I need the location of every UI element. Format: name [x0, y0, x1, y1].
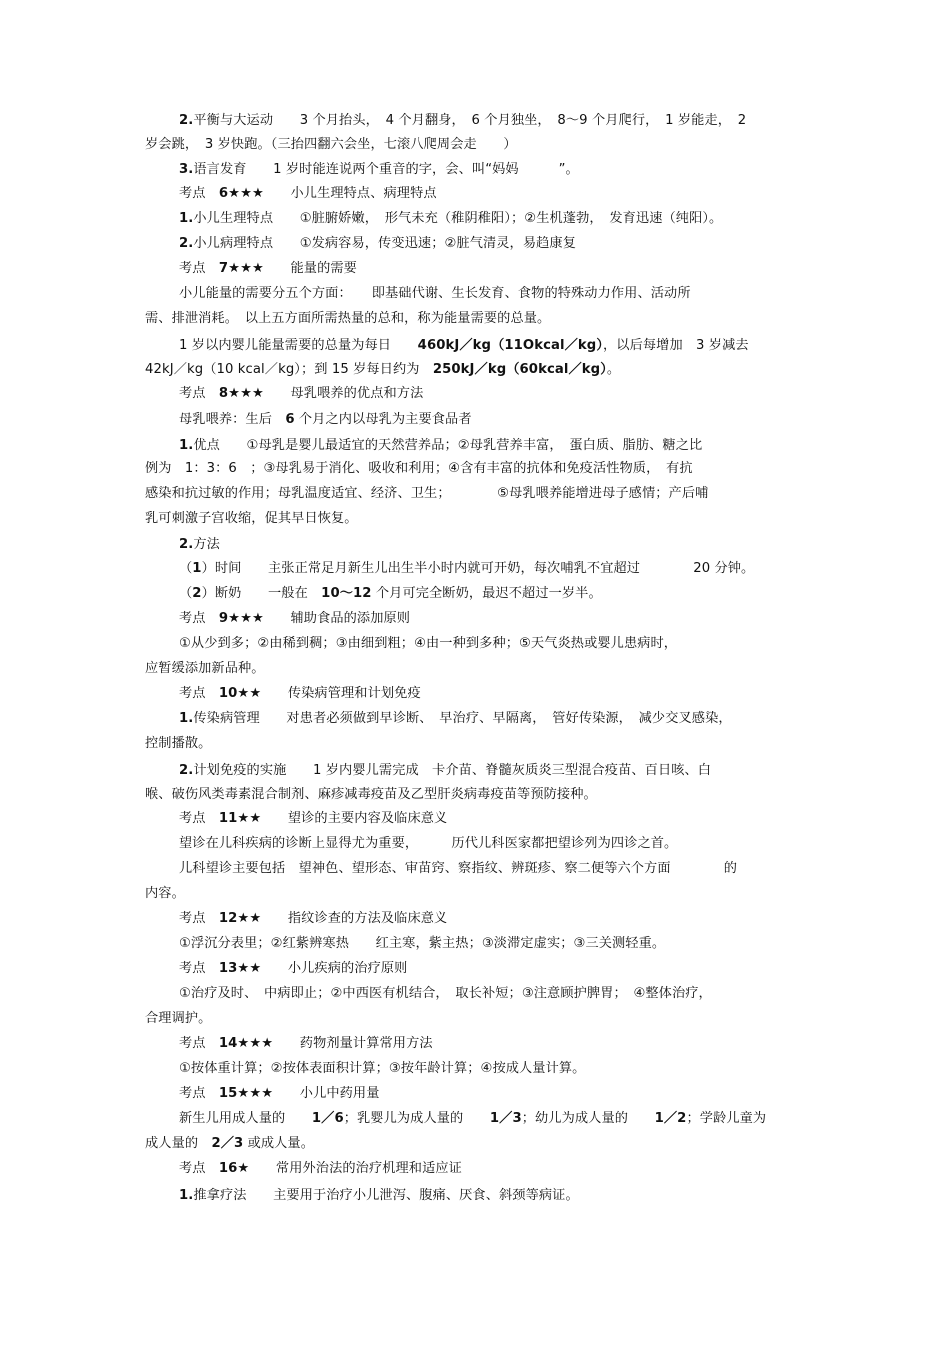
- text-run: 考点: [179, 1161, 219, 1176]
- text-run: （: [179, 561, 193, 576]
- text-line: [145, 1010, 211, 1028]
- text-run: 考点: [179, 686, 219, 701]
- bold-text-run: 2.: [179, 537, 194, 552]
- text-run: 母乳喂养的优点和方法: [263, 386, 424, 401]
- text-line: [145, 1135, 314, 1153]
- bold-text-run: 2: [192, 586, 202, 601]
- text-line: [179, 635, 677, 653]
- text-run: ；幼儿为成人量的: [521, 1111, 655, 1126]
- text-line: [145, 786, 597, 804]
- bold-text-run: 2.: [179, 113, 194, 128]
- text-line: [179, 185, 437, 203]
- bold-text-run: 250kJ／kg（60kcal／kg）: [432, 362, 607, 377]
- text-line: [179, 337, 749, 355]
- text-run: （: [179, 586, 193, 601]
- text-line: [179, 762, 711, 780]
- text-run: 常用外治法的治疗机理和适应证: [249, 1161, 462, 1176]
- text-run: 新生儿用成人量的: [179, 1111, 312, 1126]
- text-line: [179, 860, 737, 878]
- text-line: [179, 1060, 585, 1078]
- bold-text-run: 15★★★: [218, 1086, 274, 1101]
- text-run: 考点: [179, 386, 219, 401]
- text-run: 考点: [179, 611, 219, 626]
- text-run: 。: [606, 362, 621, 377]
- text-line: [179, 810, 447, 828]
- text-run: 个月可完全断奶，最迟不超过一岁半。: [371, 586, 602, 601]
- bold-text-run: 1／2: [654, 1111, 687, 1126]
- text-line: [179, 1160, 462, 1178]
- text-run: 小儿生理特点 ①脏腑娇嫩， 形气未充（稚阴稚阳）；②生机蓬勃， 发育迅速（纯阳）。: [193, 211, 723, 226]
- text-run: 望诊在儿科疾病的诊断上显得尤为重要， 历代儿科医家都把望诊列为四诊之首。: [179, 836, 678, 851]
- bold-text-run: 6★★★: [218, 186, 264, 201]
- text-run: 乳可刺激子宫收缩，促其早日恢复。: [145, 511, 358, 526]
- text-line: [179, 560, 754, 578]
- text-line: [145, 136, 517, 154]
- text-line: [179, 161, 579, 179]
- text-line: [179, 610, 410, 628]
- bold-text-run: 13★★: [218, 961, 262, 976]
- text-run: 考点: [179, 1086, 219, 1101]
- text-run: 感染和抗过敏的作用；母乳温度适宜、经济、卫生； ⑤母乳喂养能增进母子感情；产后哺: [145, 486, 709, 501]
- bold-text-run: 1.: [179, 711, 194, 726]
- text-run: 考点: [179, 961, 219, 976]
- text-run: ）时间 主张正常足月新生儿出生半小时内就可开奶，每次哺乳不宜超过 20 分钟。: [201, 561, 755, 576]
- text-run: 传染病管理和计划免疫: [261, 686, 421, 701]
- text-run: 小儿能量的需要分五个方面： 即基础代谢、生长发育、食物的特殊动力作用、活动所: [179, 286, 691, 301]
- text-line: [179, 935, 665, 953]
- text-run: 传染病管理 对患者必须做到早诊断、 早治疗、早隔离， 管好传染源， 减少交叉感染，: [193, 711, 732, 726]
- text-run: 内容。: [145, 886, 185, 901]
- text-line: [179, 710, 732, 728]
- text-line: [145, 361, 620, 379]
- text-line: [179, 411, 472, 429]
- bold-text-run: 7★★★: [218, 261, 264, 276]
- text-run: 岁会跳， 3 岁快跑。（三抬四翻六会坐，七滚八爬周会走 ）: [145, 137, 517, 152]
- text-line: [179, 1085, 380, 1103]
- text-run: 语言发育 1 岁时能连说两个重音的字，会、叫“妈妈 ”。: [193, 162, 579, 177]
- text-line: [179, 437, 702, 455]
- text-run: 小儿生理特点、病理特点: [263, 186, 437, 201]
- text-run: 应暂缓添加新品种。: [145, 661, 265, 676]
- bold-text-run: 2.: [179, 236, 194, 251]
- text-run: ①治疗及时、 中病即止；②中西医有机结合， 取长补短；③注意顾护脾胃； ④整体治疗，: [179, 986, 712, 1001]
- text-run: 考点: [179, 811, 219, 826]
- bold-text-run: 1.: [179, 1188, 194, 1203]
- bold-text-run: 1.: [179, 438, 194, 453]
- text-run: 优点 ①母乳是婴儿最适宜的天然营养品；②母乳营养丰富， 蛋白质、脂肪、糖之比: [193, 438, 703, 453]
- text-run: ；乳婴儿为成人量的: [343, 1111, 490, 1126]
- text-run: 或成人量。: [243, 1136, 315, 1151]
- text-line: [179, 835, 677, 853]
- text-run: 望诊的主要内容及临床意义: [261, 811, 448, 826]
- text-line: [179, 112, 746, 130]
- text-run: 能量的需要: [263, 261, 357, 276]
- text-line: [145, 885, 185, 903]
- text-line: [179, 1187, 579, 1205]
- text-line: [179, 285, 691, 303]
- bold-text-run: 1: [192, 561, 202, 576]
- text-run: 小儿疾病的治疗原则: [261, 961, 408, 976]
- bold-text-run: 10★★: [218, 686, 262, 701]
- text-line: [145, 660, 265, 678]
- bold-text-run: 3.: [179, 162, 194, 177]
- text-line: [145, 310, 550, 328]
- bold-text-run: 10～12: [321, 586, 372, 601]
- bold-text-run: 9★★★: [218, 611, 264, 626]
- text-line: [145, 460, 693, 478]
- text-line: [179, 910, 447, 928]
- text-run: 儿科望诊主要包括 望神色、望形态、审苗窍、察指纹、辨斑疹、察二便等六个方面 的: [179, 861, 738, 876]
- bold-text-run: 2／3: [211, 1136, 244, 1151]
- text-run: 平衡与大运动 3 个月抬头， 4 个月翻身， 6 个月独坐， 8～9 个月爬行， 1 岁能走， 2: [193, 113, 747, 128]
- bold-text-run: 1／3: [489, 1111, 522, 1126]
- text-run: 个月之内以母乳为主要食品者: [294, 412, 472, 427]
- bold-text-run: 14★★★: [218, 1036, 274, 1051]
- text-run: 指纹诊查的方法及临床意义: [261, 911, 448, 926]
- text-run: ①浮沉分表里；②红紫辨寒热 红主寒，紫主热；③淡滞定虚实；③三关测轻重。: [179, 936, 666, 951]
- text-run: 小儿病理特点 ①发病容易，传变迅速；②脏气清灵，易趋康复: [193, 236, 576, 251]
- text-run: 1 岁以内婴儿能量需要的总量为每日: [179, 338, 418, 353]
- text-run: ；学龄儿童为: [686, 1111, 767, 1126]
- text-run: 考点: [179, 261, 219, 276]
- bold-text-run: 460kJ／kg（11Okcal／kg）: [417, 338, 604, 353]
- text-line: [179, 685, 421, 703]
- text-line: [145, 485, 708, 503]
- text-line: [179, 210, 722, 228]
- text-run: 42kJ／kg（10 kcal／kg）；到 15 岁每日约为: [145, 362, 433, 377]
- text-line: [179, 585, 602, 603]
- text-line: [179, 385, 423, 403]
- text-line: [179, 260, 357, 278]
- text-run: 推拿疗法 主要用于治疗小儿泄泻、腹痛、厌食、斜颈等病证。: [193, 1188, 579, 1203]
- text-run: 合理调护。: [145, 1011, 212, 1026]
- text-run: ，以后每增加 3 岁减去: [603, 338, 749, 353]
- text-line: [179, 1110, 766, 1128]
- bold-text-run: 2.: [179, 763, 194, 778]
- text-run: 需、排泄消耗。 以上五方面所需热量的总和，称为能量需要的总量。: [145, 311, 551, 326]
- text-run: 药物剂量计算常用方法: [273, 1036, 433, 1051]
- text-line: [179, 235, 576, 253]
- bold-text-run: 8★★★: [218, 386, 264, 401]
- text-line: [179, 1035, 433, 1053]
- bold-text-run: 12★★: [218, 911, 262, 926]
- bold-text-run: 1.: [179, 211, 194, 226]
- text-run: 计划免疫的实施 1 岁内婴儿需完成 卡介苗、脊髓灰质炎三型混合疫苗、百日咳、白: [193, 763, 712, 778]
- text-run: 成人量的: [145, 1136, 212, 1151]
- text-run: 喉、破伤风类毒素混合制剂、麻疹减毒疫苗及乙型肝炎病毒疫苗等预防接种。: [145, 787, 597, 802]
- text-line: [179, 985, 712, 1003]
- bold-text-run: 6: [285, 412, 295, 427]
- text-run: 例为 1：3：6 ；③母乳易于消化、吸收和利用；④含有丰富的抗体和免疫活性物质， 有抗: [145, 461, 693, 476]
- text-run: 辅助食品的添加原则: [263, 611, 411, 626]
- text-run: ）断奶 一般在: [201, 586, 322, 601]
- text-line: [145, 510, 358, 528]
- text-line: [179, 536, 220, 554]
- text-run: ①按体重计算；②按体表面积计算；③按年龄计算；④按成人量计算。: [179, 1061, 586, 1076]
- text-line: [145, 735, 211, 753]
- bold-text-run: 11★★: [218, 811, 262, 826]
- text-line: [179, 960, 407, 978]
- bold-text-run: 1／6: [311, 1111, 344, 1126]
- text-run: ①从少到多；②由稀到稠；③由细到粗；④由一种到多种；⑤天气炎热或婴儿患病时，: [179, 636, 678, 651]
- bold-text-run: 16★: [218, 1161, 250, 1176]
- text-run: 考点: [179, 186, 219, 201]
- text-run: 控制播散。: [145, 736, 212, 751]
- text-run: 母乳喂养：生后: [179, 412, 286, 427]
- text-run: 考点: [179, 1036, 219, 1051]
- text-run: 小儿中药用量: [273, 1086, 380, 1101]
- text-run: 考点: [179, 911, 219, 926]
- text-run: 方法: [193, 537, 220, 552]
